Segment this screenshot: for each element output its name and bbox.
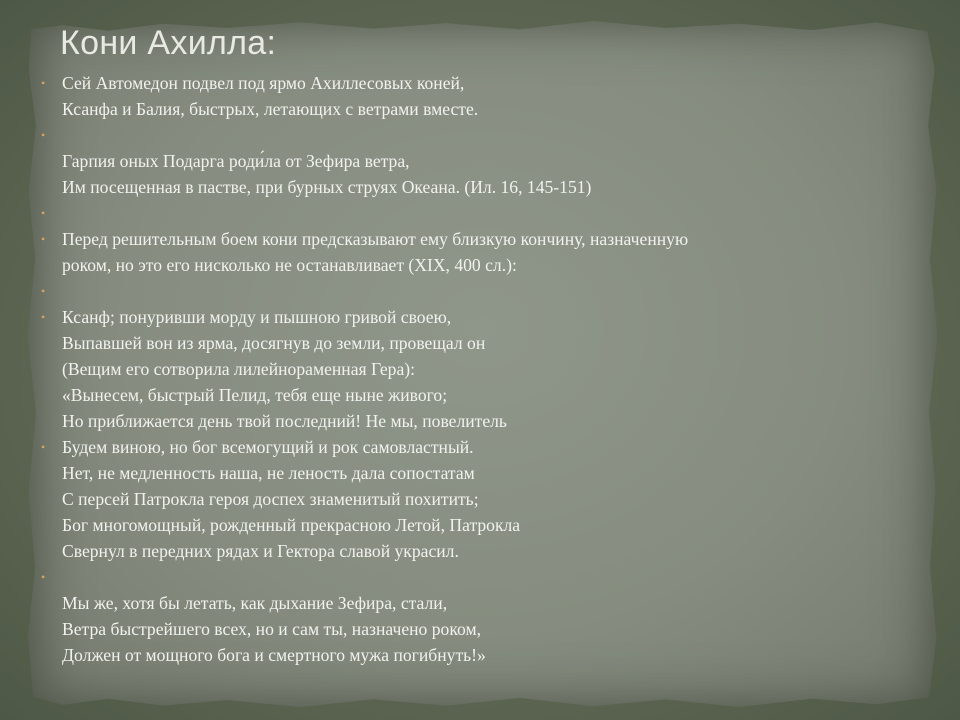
poem-line: роком, но это его нисколько не останавливает (XIX, 400 сл.): xyxy=(62,255,517,275)
poem-line: С персей Патрокла героя доспех знаменитый похитить; xyxy=(62,489,479,509)
poem-line: Выпавшей вон из ярма, досягнув до земли, провещал он xyxy=(62,333,486,353)
poem-line: Бог многомощный, рожденный прекрасною Летой, Патрокла xyxy=(62,515,521,535)
bullet-item xyxy=(41,564,901,668)
bullet-item xyxy=(41,122,901,200)
poem-line: «Вынесем, быстрый Пелид, тебя еще ныне живого; xyxy=(62,385,448,405)
empty-line xyxy=(62,564,901,590)
slide-title: Кони Ахилла: xyxy=(60,24,277,62)
poem-line: Будем виною, но бог всемогущий и рок самовластный. xyxy=(62,437,474,457)
empty-line xyxy=(62,200,901,226)
bullet-item xyxy=(41,304,901,434)
poem-line: Мы же, хотя бы летать, как дыхание Зефира, стали, xyxy=(62,593,448,613)
poem-line: Должен от мощного бога и смертного мужа погибнуть!» xyxy=(62,645,486,665)
bullet-marker-icon: • xyxy=(41,232,46,246)
bullet-marker-icon: • xyxy=(41,284,46,298)
slide-body xyxy=(41,70,901,668)
poem-line: (Вещим его сотворила лилейнораменная Гера): xyxy=(62,359,416,379)
poem-line: Ксанф; понуривши морду и пышною гривой своею, xyxy=(62,307,452,327)
bullet-item xyxy=(41,226,901,278)
bullet-marker-icon: • xyxy=(41,570,46,584)
poem-line: Но приближается день твой последний! Не мы, повелитель xyxy=(62,411,507,431)
bullet-marker-icon: • xyxy=(41,76,46,90)
empty-line xyxy=(62,122,901,148)
poem-line: Перед решительным боем кони предсказывают ему близкую кончину, назначенную xyxy=(62,229,689,249)
bullet-item xyxy=(41,200,901,226)
bullet-item xyxy=(41,278,901,304)
poem-line: Им посещенная в пастве, при бурных струях Океана. (Ил. 16, 145-151) xyxy=(62,177,592,197)
bullet-marker-icon: • xyxy=(41,310,46,324)
bullet-item xyxy=(41,434,901,564)
poem-line: Ветра быстрейшего всех, но и сам ты, назначено роком, xyxy=(62,619,481,639)
bullet-marker-icon: • xyxy=(41,440,46,454)
poem-line: Свернул в передних рядах и Гектора славой украсил. xyxy=(62,541,459,561)
empty-line xyxy=(62,278,901,304)
bullet-marker-icon: • xyxy=(41,206,46,220)
poem-line: Нет, не медленность наша, не леность дала сопостатам xyxy=(62,463,475,483)
poem-line: Сей Автомедон подвел под ярмо Ахиллесовых коней, xyxy=(62,73,465,93)
poem-line: Ксанфа и Балия, быстрых, летающих с ветрами вместе. xyxy=(62,99,479,119)
poem-line: Гарпия оных Подарга роди́ла от Зефира ветра, xyxy=(62,151,410,171)
bullet-marker-icon: • xyxy=(41,128,46,142)
bullet-item xyxy=(41,70,901,122)
